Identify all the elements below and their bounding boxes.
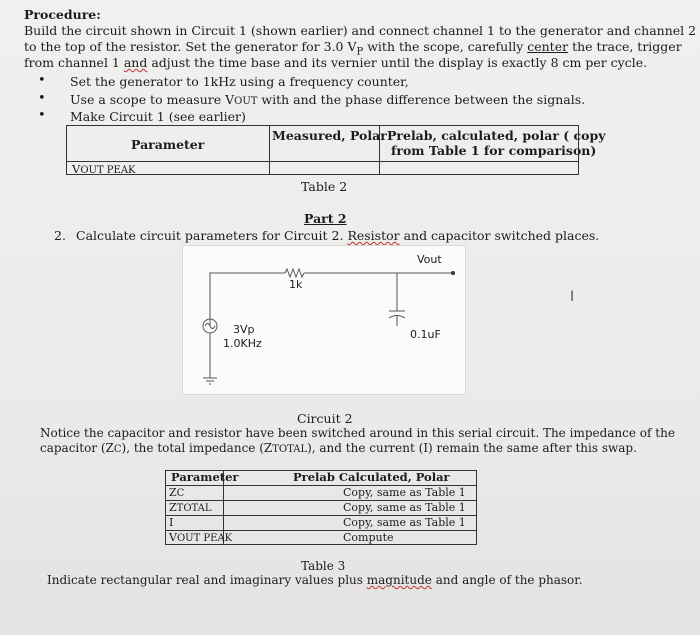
circuit-caption: Circuit 2 — [297, 411, 353, 426]
table3-row-value: Copy, same as Table 1 — [343, 501, 466, 514]
procedure-line-1: Build the circuit shown in Circuit 1 (shown earlier) and connect channel 1 to the generator and channel 2 — [24, 23, 697, 38]
vout-node — [451, 271, 455, 275]
table3-row-value: Compute — [343, 531, 394, 544]
source-frequency-label: 1.0KHz — [223, 337, 262, 350]
part2-item-number: 2. — [54, 228, 66, 243]
table2-header-prelab-1: Prelab, calculated, polar ( copy — [387, 128, 606, 143]
table3-row-param: ZTOTAL — [169, 501, 212, 514]
text-cursor-icon: I — [570, 289, 575, 305]
notice-line-2: capacitor (ZC), the total impedance (ZTOTAL), and the current (I) remain the same after this swap. — [40, 441, 637, 455]
vout-label: Vout — [417, 253, 442, 266]
part2-item-text: Calculate circuit parameters for Circuit 2. Resistor and capacitor switched places. — [76, 228, 600, 243]
notice-line-1: Notice the capacitor and resistor have been switched around in this serial circuit. The impedance of the — [40, 426, 675, 440]
source-voltage-label: 3Vp — [233, 323, 255, 336]
table2-header-parameter: Parameter — [131, 137, 205, 152]
footer-instruction: Indicate rectangular real and imaginary values plus magnitude and angle of the phasor. — [47, 573, 583, 587]
bullet-dot: • — [38, 73, 46, 88]
table3-caption: Table 3 — [301, 559, 346, 573]
table2-header-prelab-2: from Table 1 for comparison) — [391, 143, 597, 158]
table2-header-measured: Measured, Polar — [272, 128, 387, 143]
bullet-item-3: Make Circuit 1 (see earlier) — [70, 109, 246, 124]
table3-header-prelab: Prelab Calculated, Polar — [293, 470, 450, 484]
table3-row-value: Copy, same as Table 1 — [343, 516, 466, 529]
bullet-item-1: Set the generator to 1kHz using a frequency counter, — [70, 74, 409, 89]
table3-row-param: ZC — [169, 486, 185, 499]
table3-row-param: I — [169, 516, 174, 529]
capacitor-label: 0.1uF — [410, 328, 441, 341]
part2-heading: Part 2 — [304, 211, 347, 226]
procedure-line-3: from channel 1 and adjust the time base and its vernier until the display is exactly 8 cm per cycle. — [24, 55, 648, 70]
circuit-2-diagram — [182, 245, 466, 395]
table3-row-param: VOUT PEAK — [169, 531, 233, 544]
resistor-label: 1k — [289, 278, 303, 291]
table3-header-parameter: Parameter — [171, 470, 239, 484]
procedure-heading: Procedure: — [24, 7, 101, 22]
table2-caption: Table 2 — [301, 179, 348, 194]
table2-row-vout-peak: VOUT PEAK — [72, 162, 136, 176]
circuit-schematic — [183, 246, 465, 394]
table3-row-value: Copy, same as Table 1 — [343, 486, 466, 499]
bullet-item-2: Use a scope to measure VOUT with and the phase difference between the signals. — [70, 92, 586, 107]
bullet-dot: • — [38, 108, 46, 123]
procedure-line-2: to the top of the resistor. Set the generator for 3.0 $V_P$ with the scope, carefully center the trace, trigger — [24, 39, 682, 58]
bullet-dot: • — [38, 91, 46, 106]
